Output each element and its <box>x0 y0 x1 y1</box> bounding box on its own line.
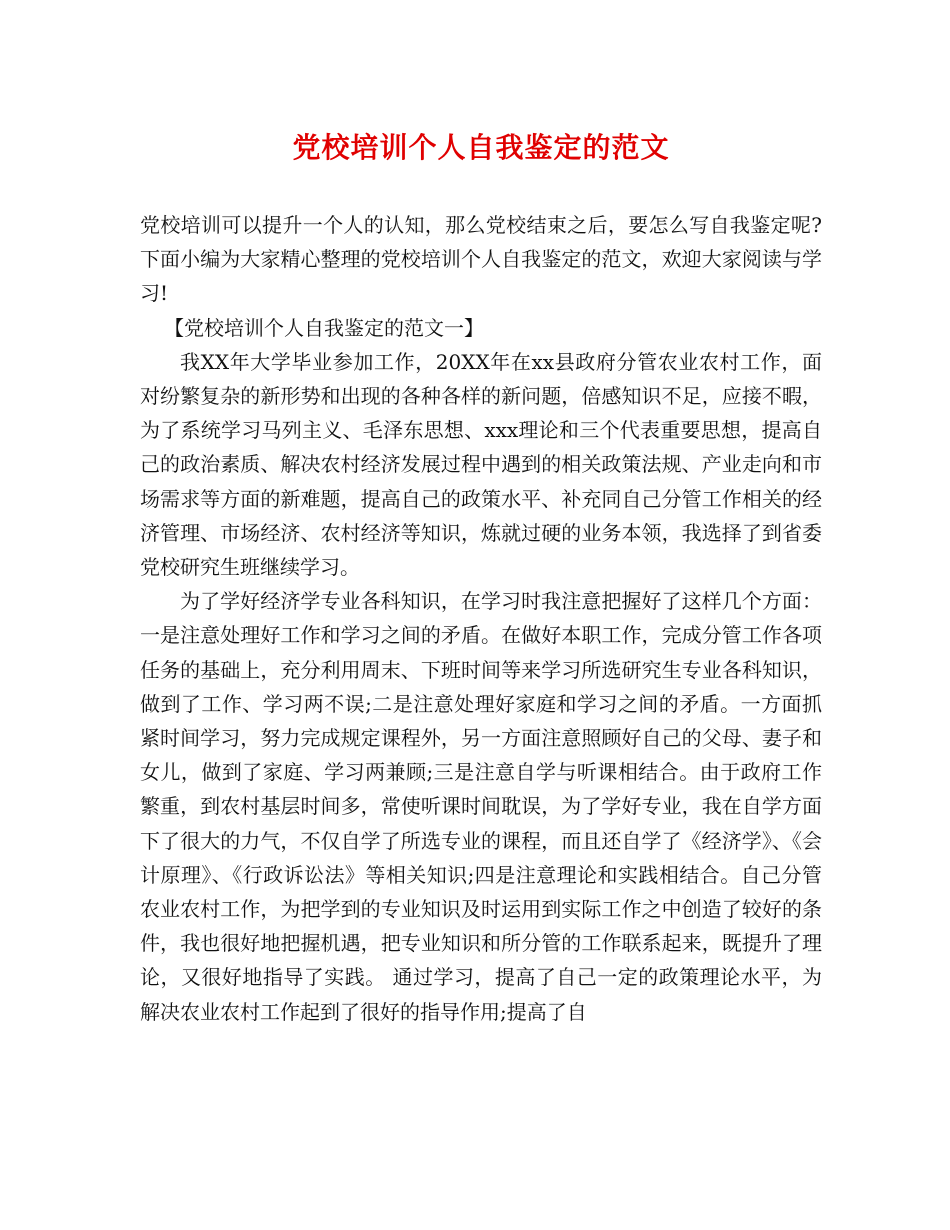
intro-paragraph: 党校培训可以提升一个人的认知，那么党校结束之后，要怎么写自我鉴定呢?下面小编为大家精心整理的党校培训个人自我鉴定的范文，欢迎大家阅读与学习! <box>140 213 822 306</box>
body-paragraph-1: 我XX年大学毕业参加工作，20XX年在xx县政府分管农业农村工作，面对纷繁复杂的新形势和出现的各种各样的新问题，倍感知识不足，应接不暇，为了系统学习马列主义、毛泽东思想、xxx理论和三个代表重要思想，提高自己的政治素质、解决农村经济发展过程中遇到的相关政策法规、产业走向和市场需求等方面的新难题，提高自己的政策水平、补充同自己分管工作相关的经济管理、市场经济、农村经济等知识，炼就过硬的业务本领，我选择了到省委党校研究生班继续学习。 <box>140 349 822 580</box>
document-title: 党校培训个人自我鉴定的范文 <box>292 131 670 164</box>
body-paragraph-2: 为了学好经济学专业各科知识，在学习时我注意把握好了这样几个方面：一是注意处理好工作和学习之间的矛盾。在做好本职工作，完成分管工作各项任务的基础上，充分利用周末、下班时间等来学习所选研究生专业各科知识，做到了工作、学习两不误;二是注意处理好家庭和学习之间的矛盾。一方面抓紧时间学习，努力完成规定课程外，另一方面注意照顾好自己的父母、妻子和女儿，做到了家庭、学习两兼顾;三是注意自学与听课相结合。由于政府工作繁重，到农村基层时间多，常使听课时间耽误，为了学好专业，我在自学方面下了很大的力气，不仅自学了所选专业的课程，而且还自学了《经济学》、《会计原理》、《行政诉讼法》等相关知识;四是注意理论和实践相结合。自己分管农业农村工作，为把学到的专业知识及时运用到实际工作之中创造了较好的条件，我也很好地把握机遇，把专业知识和所分管的工作联系起来，既提升了理论，又很好地指导了实践。 通过学习，提高了自己一定的政策理论水平，为解决农业农村工作起到了很好的指导作用;提高了自 <box>140 589 822 1024</box>
section-heading: 【党校培训个人自我鉴定的范文一】 <box>164 315 484 340</box>
